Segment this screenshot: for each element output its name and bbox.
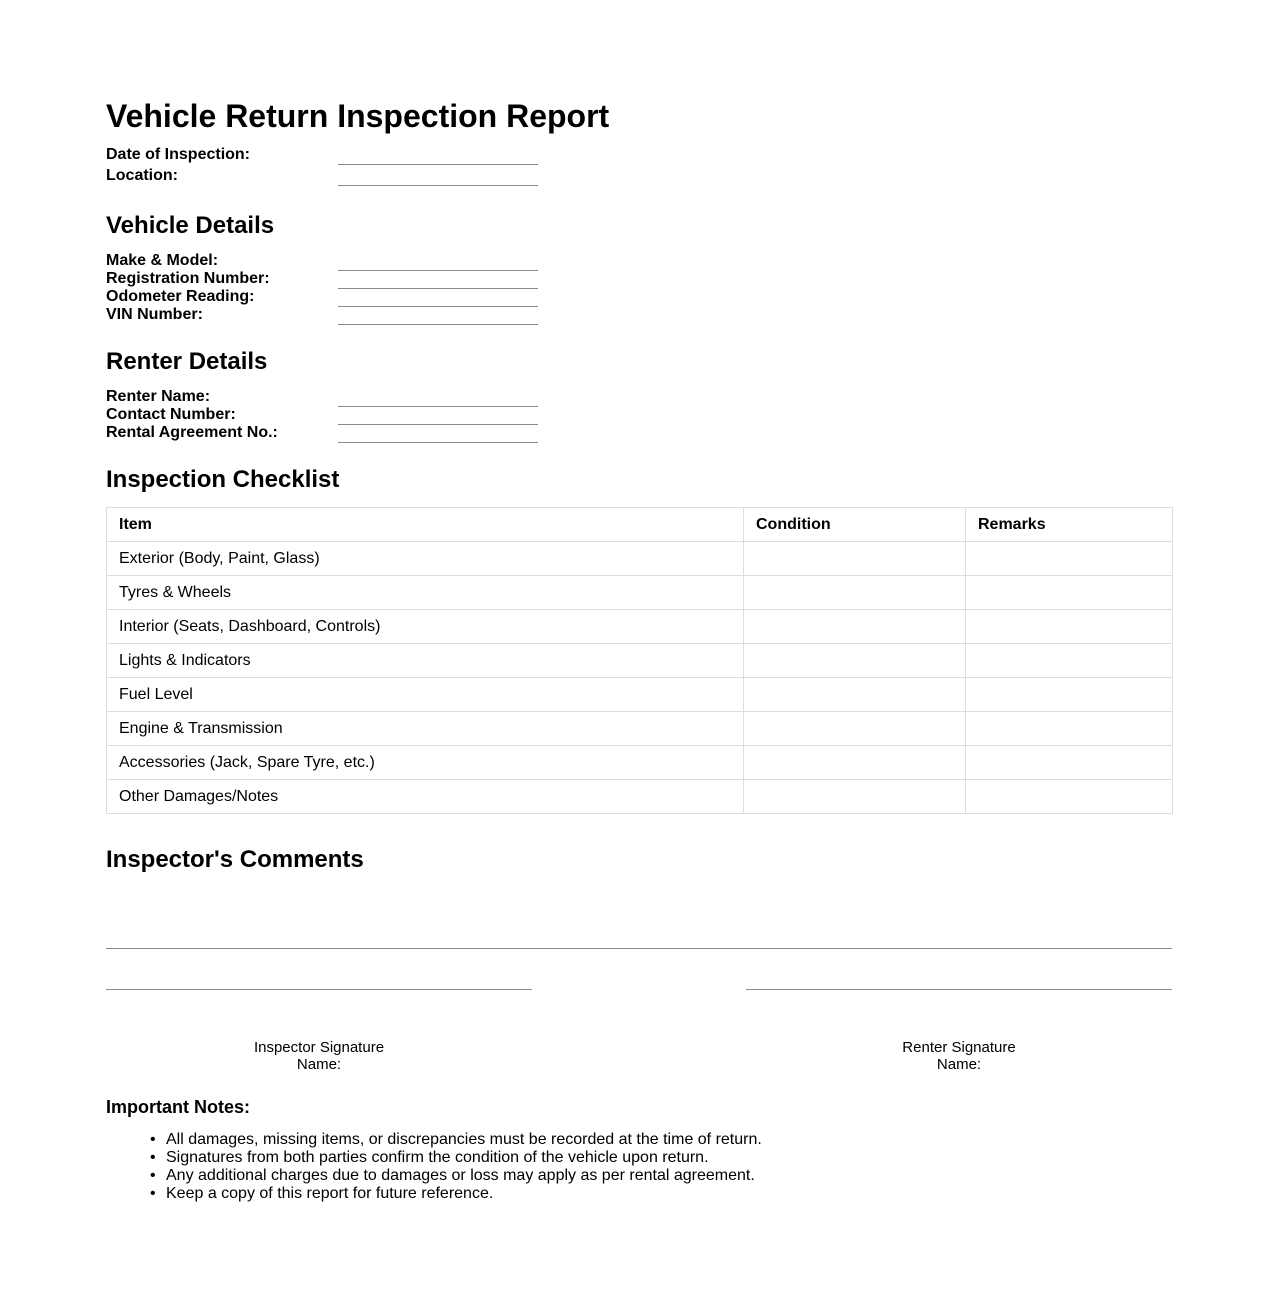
renter-name-label: Name:	[936, 1056, 982, 1073]
table-row	[107, 542, 1173, 576]
table-row	[107, 780, 1173, 814]
field-label: Date of Inspection:	[106, 146, 251, 163]
important-notes-heading: Important Notes:	[106, 1097, 250, 1117]
important-notes-list	[106, 1131, 762, 1203]
list-item	[150, 1131, 762, 1149]
inspector-name-label: Name:	[296, 1056, 342, 1073]
table-row	[107, 576, 1173, 610]
condition-cell[interactable]	[744, 746, 966, 780]
table-row	[107, 712, 1173, 746]
condition-cell[interactable]	[744, 610, 966, 644]
item-cell: Fuel Level	[107, 678, 744, 712]
item-cell: Lights & Indicators	[107, 644, 744, 678]
field-label: Odometer Reading:	[106, 288, 255, 305]
field-label: Rental Agreement No.:	[106, 424, 278, 441]
location-input[interactable]	[338, 167, 538, 186]
condition-cell[interactable]	[744, 542, 966, 576]
field-label: Make & Model:	[106, 252, 219, 269]
field-label: VIN Number:	[106, 306, 203, 323]
remarks-cell[interactable]	[966, 746, 1173, 780]
renter-signature-title: Renter Signature	[902, 1039, 1016, 1056]
list-item	[150, 1185, 762, 1203]
contact-number-field[interactable]	[106, 406, 538, 424]
remarks-cell[interactable]	[966, 644, 1173, 678]
remarks-cell[interactable]	[966, 610, 1173, 644]
renter-name-input[interactable]	[338, 388, 538, 407]
item-cell: Engine & Transmission	[107, 712, 744, 746]
table-row	[107, 644, 1173, 678]
bullet-icon: •	[150, 1131, 156, 1148]
page-title: Vehicle Return Inspection Report	[106, 98, 610, 134]
condition-cell[interactable]	[744, 678, 966, 712]
inspectors-comments-heading: Inspector's Comments	[106, 846, 364, 873]
condition-cell[interactable]	[744, 644, 966, 678]
table-row	[107, 678, 1173, 712]
field-label: Renter Name:	[106, 388, 211, 405]
condition-cell[interactable]	[744, 780, 966, 814]
remarks-cell[interactable]	[966, 712, 1173, 746]
contact-number-input[interactable]	[338, 406, 538, 425]
vehicle-details-heading: Vehicle Details	[106, 212, 275, 239]
inspection-checklist-table	[106, 507, 1173, 814]
remarks-cell[interactable]	[966, 576, 1173, 610]
column-header-item: Item	[107, 508, 744, 542]
renter-signature-line[interactable]	[746, 989, 1172, 990]
bullet-icon: •	[150, 1167, 156, 1184]
renter-signature-caption	[746, 1039, 1172, 1073]
condition-cell[interactable]	[744, 576, 966, 610]
renter-name-field[interactable]	[106, 388, 538, 406]
list-item	[150, 1149, 762, 1167]
date-of-inspection-field[interactable]	[106, 146, 538, 164]
bullet-icon: •	[150, 1185, 156, 1202]
odometer-reading-input[interactable]	[338, 288, 538, 307]
item-cell: Exterior (Body, Paint, Glass)	[107, 542, 744, 576]
table-header-row	[107, 508, 1173, 542]
inspector-signature-line[interactable]	[106, 989, 532, 990]
rental-agreement-input[interactable]	[338, 424, 538, 443]
make-model-field[interactable]	[106, 252, 538, 270]
make-model-input[interactable]	[338, 252, 538, 271]
column-header-condition: Condition	[744, 508, 966, 542]
field-label: Location:	[106, 167, 178, 184]
note-text: Keep a copy of this report for future reference.	[166, 1185, 494, 1202]
location-field[interactable]	[106, 167, 538, 185]
field-label: Contact Number:	[106, 406, 236, 423]
date-of-inspection-input[interactable]	[338, 146, 538, 165]
registration-number-input[interactable]	[338, 270, 538, 289]
condition-cell[interactable]	[744, 712, 966, 746]
vin-number-input[interactable]	[338, 306, 538, 325]
inspection-checklist-heading: Inspection Checklist	[106, 466, 340, 493]
note-text: All damages, missing items, or discrepancies must be recorded at the time of return.	[166, 1131, 762, 1148]
remarks-cell[interactable]	[966, 542, 1173, 576]
item-cell: Accessories (Jack, Spare Tyre, etc.)	[107, 746, 744, 780]
list-item	[150, 1167, 762, 1185]
renter-details-heading: Renter Details	[106, 348, 268, 375]
note-text: Signatures from both parties confirm the condition of the vehicle upon return.	[166, 1149, 709, 1166]
rental-agreement-field[interactable]	[106, 424, 538, 442]
note-text: Any additional charges due to damages or loss may apply as per rental agreement.	[166, 1167, 755, 1184]
item-cell: Interior (Seats, Dashboard, Controls)	[107, 610, 744, 644]
item-cell: Tyres & Wheels	[107, 576, 744, 610]
remarks-cell[interactable]	[966, 780, 1173, 814]
inspector-signature-title: Inspector Signature	[253, 1039, 385, 1056]
bullet-icon: •	[150, 1149, 156, 1166]
odometer-reading-field[interactable]	[106, 288, 538, 306]
table-row	[107, 610, 1173, 644]
registration-number-field[interactable]	[106, 270, 538, 288]
vin-number-field[interactable]	[106, 306, 538, 324]
remarks-cell[interactable]	[966, 678, 1173, 712]
table-row	[107, 746, 1173, 780]
field-label: Registration Number:	[106, 270, 270, 287]
column-header-remarks: Remarks	[966, 508, 1173, 542]
item-cell: Other Damages/Notes	[107, 780, 744, 814]
inspector-signature-caption	[106, 1039, 532, 1073]
comments-input-line[interactable]	[106, 948, 1172, 949]
